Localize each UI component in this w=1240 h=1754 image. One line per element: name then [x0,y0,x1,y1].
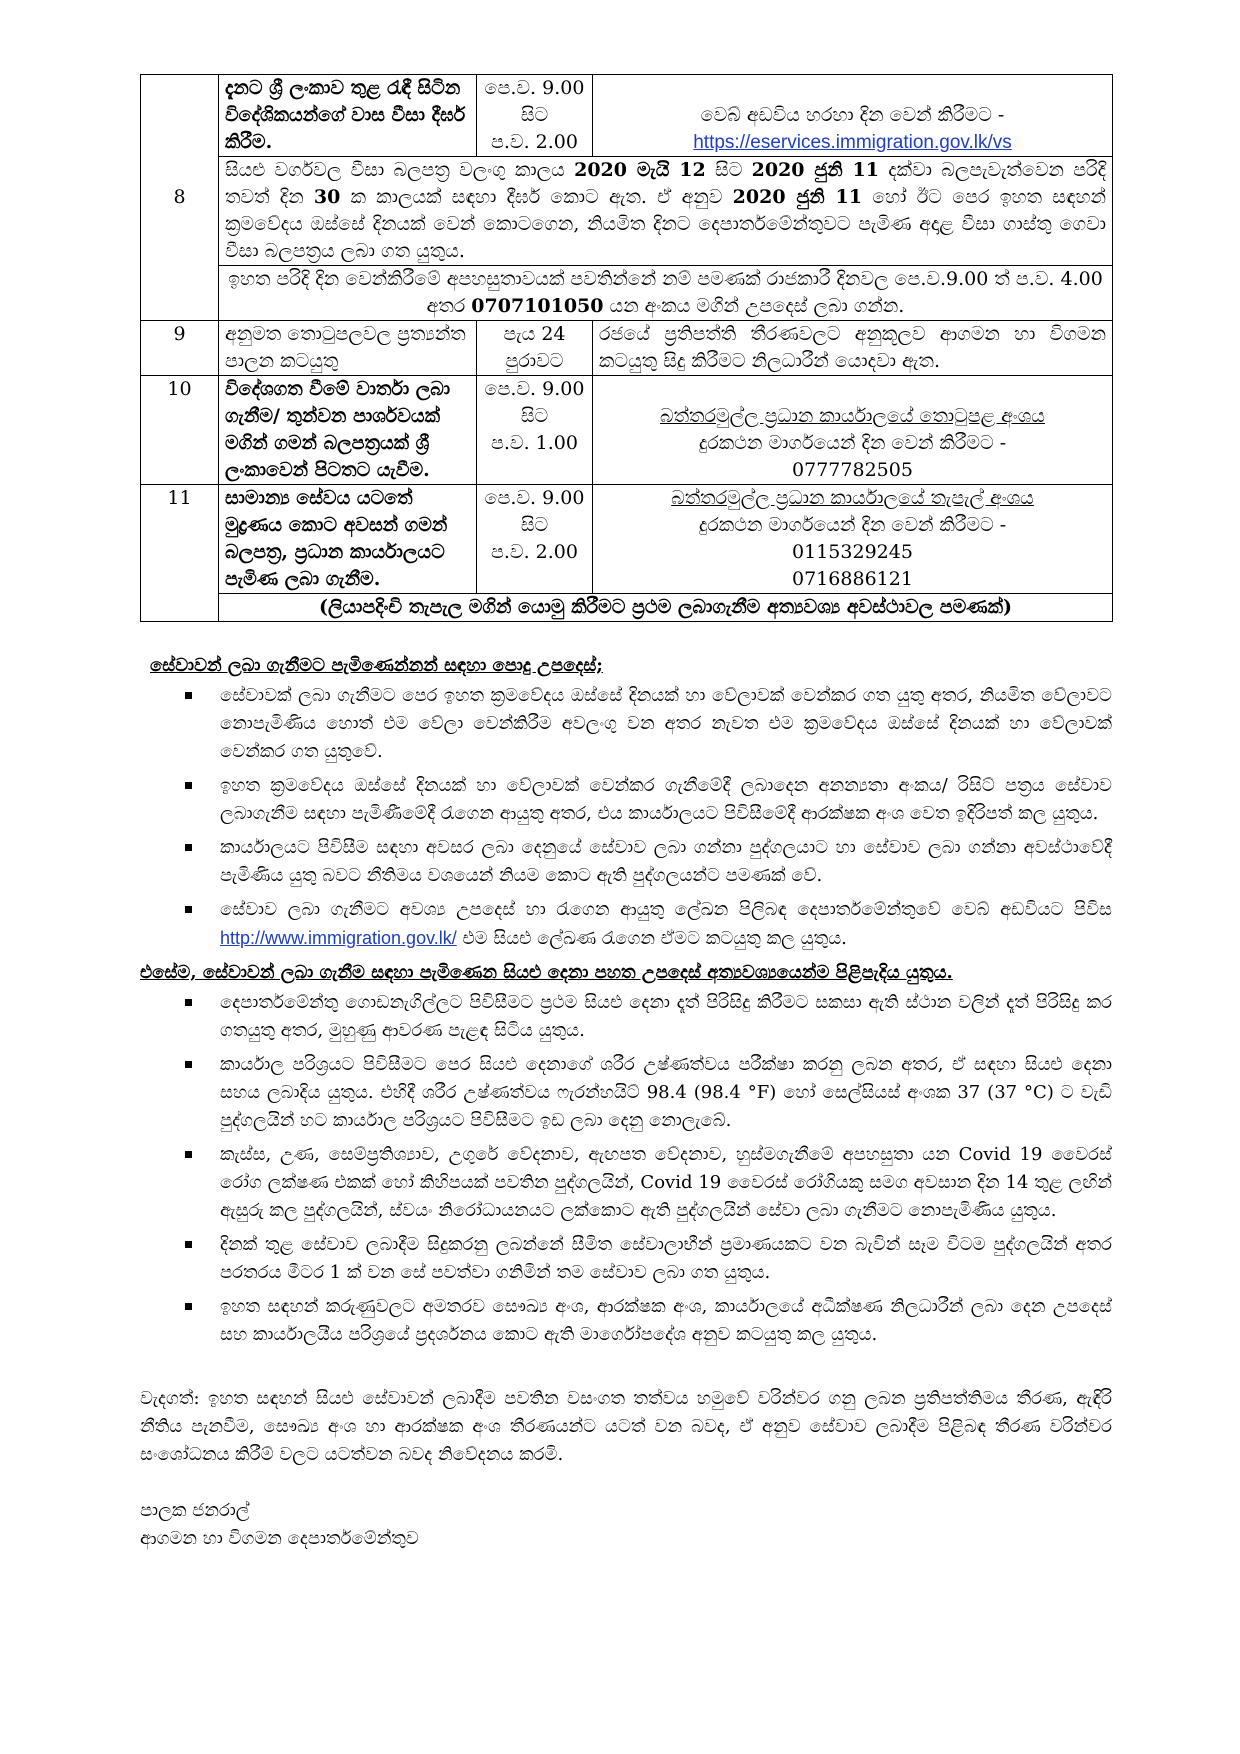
general-list [140,682,1112,953]
service-note: රජයේ ප්‍රතිපත්ති තීරණවලට අනුකූලව ආගමන හා විගමන කටයුතු සිදු කිරීමට නිලධාරීන් යොදවා ඇත. [593,321,1113,376]
department-name: ආගමන හා විගමන දෙපාර්තමේන්තුව [140,1528,419,1549]
contact-info: බත්තරමුල්ල ප්‍රධාන කාර්යාලයේ තැපැල් අංශය දුරකථන මාර්ගයෙන් දින වෙන් කිරීමට - 0115329245 0716886121 [593,485,1113,594]
list-item: කාර්යාල පරිශ්‍රයට පිවිසීමට පෙර සියළු දෙනාගේ ශරීර උෂ්ණත්වය පරීක්ෂා කරනු ලබන අතර, ඒ සඳහා සියළු දෙනා සහය ලබාදිය යුතුය. එහිදී ශරීර උෂ්ණත්වය ෆැරන්හයිට් 98.4 (98.4 °F) හෝ සෙල්සියස් අංශක 37 (37 °C) ට වැඩි පුද්ගලයින් හට කාර්යාල පරිශ්‍රයට පිවිසීමට ඉඩ ලබා දෙනු නොලැබේ. [220,1051,1112,1135]
office-section: බත්තරමුල්ල ප්‍රධාන කාර්යාලයේ තැපැල් අංශය [671,487,1034,509]
document-page [140,74,1112,1553]
row-number: 10 [141,376,219,485]
list-item: සේවාව ලබා ගැනීමට අවශ්‍ය උපදෙස් හා රැගෙන ආයුතු ලේඛන පිලිබඳ දෙපාර්තමේන්තුවේ වෙබ් අඩවියට පිවිස http://www.immigration.gov.lk/ එම සියළු ලේඛණ රැගෙන ඒමට කටයුතු කල යුතුය. [220,896,1112,953]
eservices-link[interactable]: https://eservices.immigration.gov.lk/vs [693,132,1012,153]
bullet-square-icon [185,906,192,913]
bullet-square-icon [185,844,192,851]
table-row-11 [141,485,1113,594]
bullet-square-icon [185,1241,192,1248]
signature-block [140,1497,1112,1553]
list-item: දෙපාර්තමේන්තු ගොඩනැගිල්ලට පිවිසීමට ප්‍රථම සියළු දෙනා දෑත් පිරිසිදු කිරීමට සකසා ඇති ස්ථාන වලින් දෑත් පිරිසිදු කර ගතයුතු අතර, මුහුණු ආවරණ පැළඳ සිටිය යුතුය. [220,989,1112,1045]
bullet-square-icon [185,1061,192,1068]
bullet-square-icon [185,1303,192,1310]
service-hours: පැය 24 පුරාවට [477,321,593,376]
section-heading: සේවාවන් ලබා ගැනීමට පැමිණෙන්නන් සඳහා පොදු උපදෙස්; [150,655,603,676]
list-item: දිනක් තුළ සේවාව ලබාදීම සිදුකරනු ලබන්නේ සීමිත සේවාලාභීන් ප්‍රමාණයකට වන බැවින් සෑම විටම පුද්ගලයින් අතර පරතරය මීටර 1 ක් වන සේ පවත්වා ගනිමින් තම සේවාව ලබා ගත යුතුය. [220,1231,1112,1287]
row-number: 9 [141,321,219,376]
bullet-square-icon [185,782,192,789]
row-number: 8 [141,75,219,321]
visa-extension-notice: සියළු වර්ගවල වීසා බලපත්‍ර වලංගු කාලය 2020 මැයි 12 සිට 2020 ජුනි 11 දක්වා බලපැවැත්වෙන පරිදි තවත් දින 30 ක කාලයක් සඳහා දීර්ඝ කොට ඇත. ඒ අනුව 2020 ජුනි 11 හෝ ඊට පෙර ඉහත සඳහන් ක්‍රමවේදය ඔස්සේ දිනයක් වෙන් කොටගෙන, නියමිත දිනට දෙපාර්තමේන්තුවට පැමිණ අදාළ වීසා ගාස්තු ගෙවා වීසා බලපත්‍රය ලබා ගත යුතුය. [219,157,1113,266]
list-item: කැස්ස, උණ, සෙම්ප්‍රතිශ්‍යාව, උගුරේ වේදනාව, ඇඟපත වේදනාව, හුස්මගැනීමේ අපහසුතා යන Covid 19 වෛරස් රෝග ලක්ෂණ එකක් හෝ කිහිපයක් පවතින පුද්ගලයින්, Covid 19 වෛරස් රෝගියකු සමග අවසාන දින 14 තුළ ලඟින් ඇසුරු කල පුද්ගලයින්, ස්වයං නිරෝධායනයට ලක්කොට ඇති පුද්ගලයින් සේවා ලබා ගැනීමට නොපැමිණිය යුතුය. [220,1141,1112,1225]
health-instructions [140,959,1112,1349]
table-row-9 [141,321,1113,376]
bullet-square-icon [185,1151,192,1158]
service-name: සාමාන්‍ය සේවය යටතේ මුද්‍රණය කොට අවසන් ගමන් බලපත්‍ර, ප්‍රධාන කාර්යාලයට පැමිණ ලබා ගැනීම. [219,485,477,594]
phone-number: 0115329245 [792,541,913,563]
general-instructions [140,652,1112,953]
service-name: දැනට ශ්‍රී ලංකාව තුළ රැඳී සිටින විදේශිකයන්ගේ වාස වීසා දීර්ඝ කිරීම. [219,75,477,157]
service-hours: පෙ.ව. 9.00 සිට ප.ව. 1.00 [477,376,593,485]
helpline-number: 0707101050 [471,295,604,317]
phone-number: 0777782505 [792,459,913,481]
registered-post-note: (ලියාපදිංචි තැපැල මගින් යොමු කිරීමට ප්‍රථම ලබාගැනීම අත්‍යවශ්‍ය අවස්ථාවල පමණක්) [219,594,1113,622]
phone-number: 0716886121 [792,568,913,590]
signatory-title: පාලක ජනරාල් [140,1500,250,1521]
table-row-10 [141,376,1113,485]
table-row-11-footnote [141,594,1113,622]
table-row-8 [141,75,1113,157]
table-row-8-helpline [141,266,1113,321]
service-name: අනුමත තොටුපලවල ප්‍රත්‍යන්ත පාලන කටයුතු [219,321,477,376]
services-table [140,74,1113,622]
health-list [140,989,1112,1349]
list-item: ඉහත සඳහන් කරුණුවලට අමතරව සෞඛ්‍ය අංශ, ආරක්ෂක අංශ, කාර්යාලයේ අධීක්ෂණ නිලධාරීන් ලබා දෙන උපදෙස් සහ කාර්යාලයීය පරිශ්‍රයේ ප්‍රදර්ශනය කොට ඇති මාර්ගෝපදේශ අනුව කටයුතු කල යුතුය. [220,1293,1112,1349]
section-heading: එසේම, සේවාවන් ලබා ගැනීම සඳහා පැමිණෙන සියළු දෙනා පහත උපදෙස් අත්‍යවශ්‍යයෙන්ම පිළිපැදිය යුතුය. [140,962,953,983]
helpline-notice: ඉහත පරිදි දින වෙන්කිරීමේ අපහසුතාවයක් පවතින්නේ නම් පමණක් රාජකාරී දිනවල පෙ.ව.9.00 ත් ප.ව. 4.00 අතර 0707101050 යන අංකය මගින් උපදෙස් ලබා ගන්න. [219,266,1113,321]
important-note: වැදගත්: ඉහත සඳහන් සියළු සේවාවන් ලබාදීම පවතින වසංගත තත්වය හමුවේ වරින්වර ගනු ලබන ප්‍රතිපත්තිමය තීරණ, ඇඳිරි නීතිය පැනවීම, සෞඛ්‍ය අංශ හා ආරක්ෂක අංශ තීරණයන්ට යටත් වන බවද, ඒ අනුව සේවාව ලබාදීම පිළිබඳ තීරණ වරින්වර සංශෝධනය කිරීම් වලට යටත්වන බවද නිවේදනය කරමි. [140,1388,1112,1465]
contact-info: බත්තරමුල්ල ප්‍රධාන කාර්යාලයේ තොටුපළ අංශය දුරකථන මාර්ගයෙන් දින වෙන් කිරීමට - 0777782505 [593,376,1113,485]
row-number: 11 [141,485,219,622]
bullet-square-icon [185,692,192,699]
service-hours: පෙ.ව. 9.00 සිට ප.ව. 2.00 [477,75,593,157]
list-item: කාර්යාලයට පිවිසීම සඳහා අවසර ලබා දෙනුයේ සේවාව ලබා ගන්නා පුද්ගලයාට හා සේවාව ලබා ගන්නා අවස්ථාවේදී පැමිණිය යුතු බවට නීතිමය වශයෙන් නියම කොට ඇති පුද්ගලයන්ට පමණක් වේ. [220,834,1112,890]
office-section: බත්තරමුල්ල ප්‍රධාන කාර්යාලයේ තොටුපළ අංශය [660,405,1045,427]
list-item: ඉහත ක්‍රමවේදය ඔස්සේ දිනයක් හා වේලාවක් වෙන්කර ගැනීමේදී ලබාදෙන අනන්‍යතා අංකය/ රිසිට් පත්‍රය සේවාව ලබාගැනීම සඳහා පැමිණීමේදී රැගෙන ආයුතු අතර, එය කාර්යාලයට පිවිසීමේදී ආරක්ෂක අංශ වෙත ඉදිරිපත් කල යුතුය. [220,772,1112,828]
list-item: සේවාවක් ලබා ගැනීමට පෙර ඉහත ක්‍රමවේදය ඔස්සේ දිනයක් හා වේලාවක් වෙන්කර ගත යුතු අතර, නියමිත වේලාවට නොපැමිණිය හොත් එම වේලා වෙන්කිරීම අවලංගු වන අතර නැවත එම ක්‍රමවේදය ඔස්සේ දිනයක් හා වේලාවක් වෙන්කර ගත යුතුවේ. [220,682,1112,766]
contact-info: වෙබ් අඩවිය හරහා දින වෙන් කිරීමට - https://eservices.immigration.gov.lk/vs [593,75,1113,157]
table-row-8-notice [141,157,1113,266]
bullet-square-icon [185,999,192,1006]
service-name: විදේශගත වීමේ වාර්තා ලබා ගැනීම/ තුන්වන පාර්ශවයක් මගින් ගමන් බලපත්‍රයක් ශ්‍රී ලංකාවෙන් පිටතට යැවීම. [219,376,477,485]
immigration-website-link[interactable]: http://www.immigration.gov.lk/ [220,928,457,948]
service-hours: පෙ.ව. 9.00 සිට ප.ව. 2.00 [477,485,593,594]
